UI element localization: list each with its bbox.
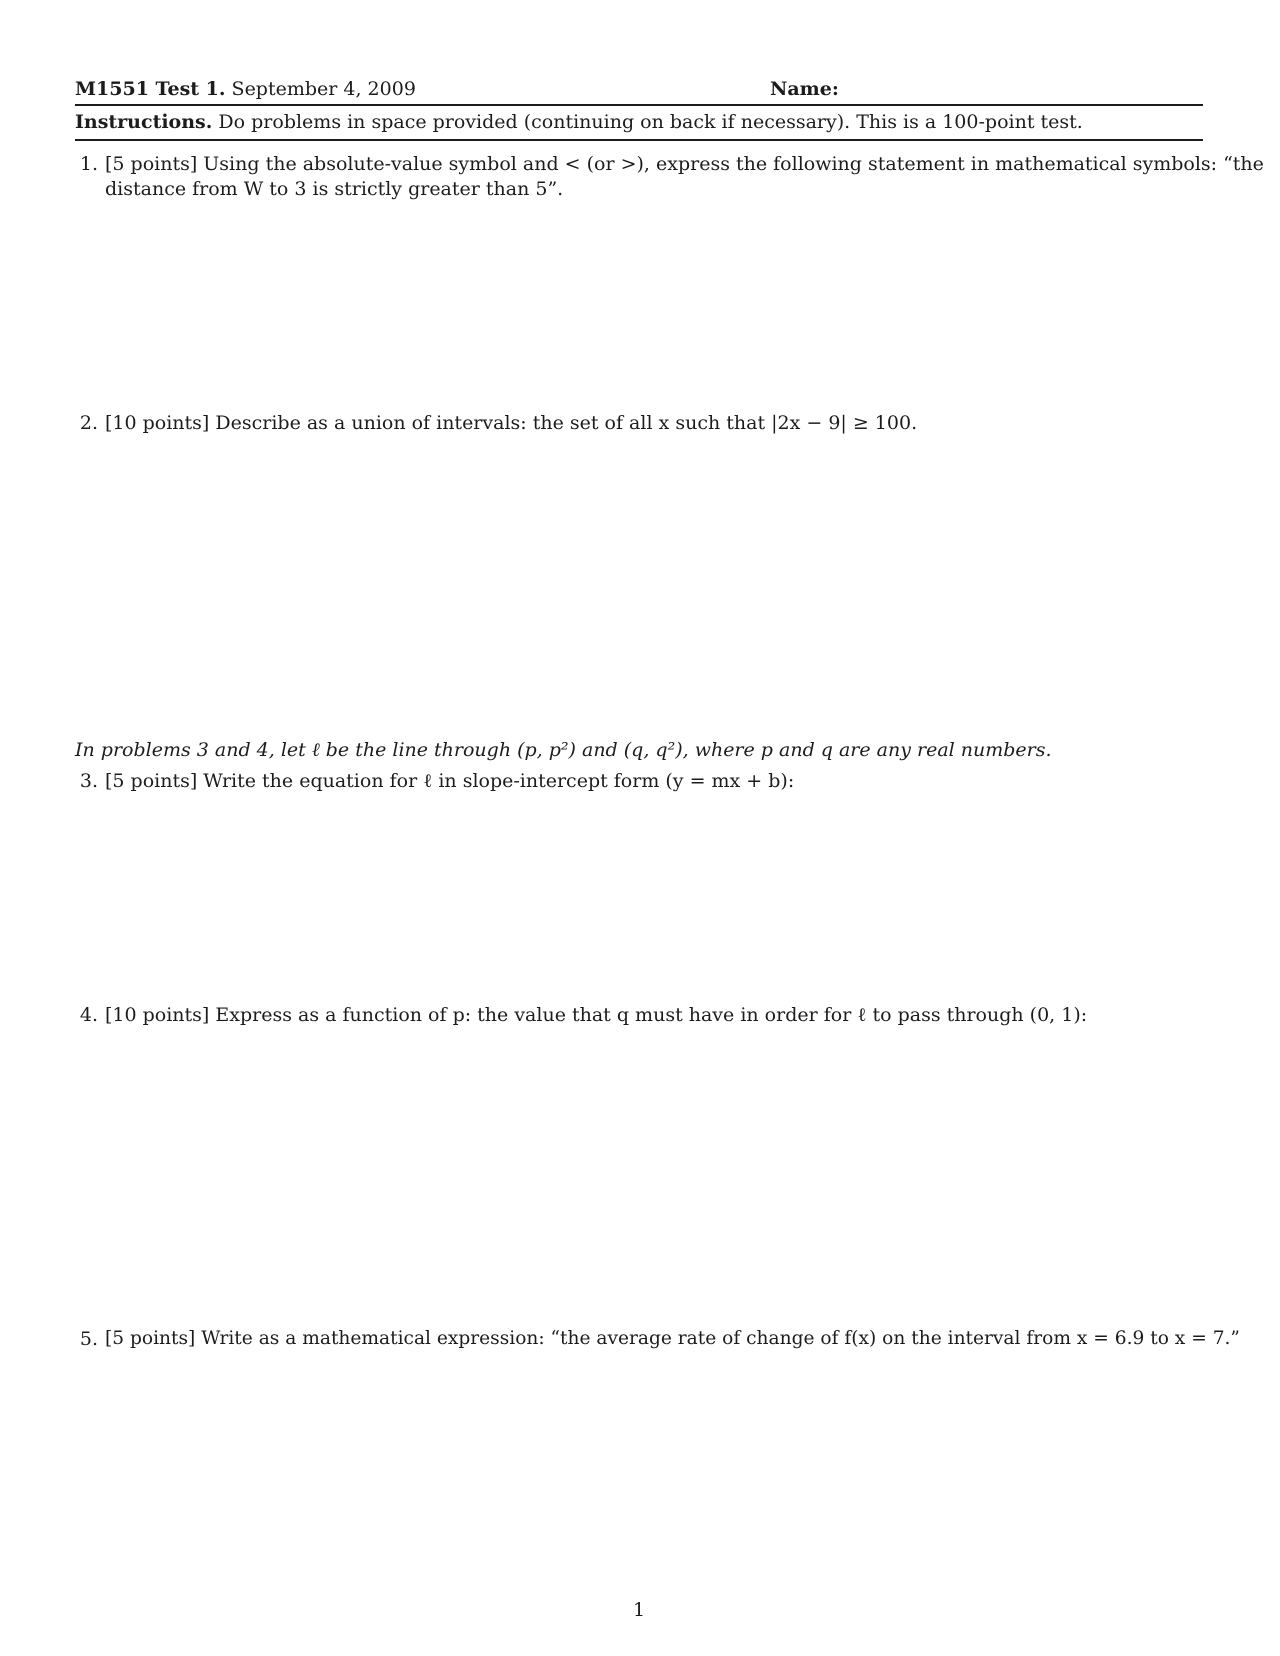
header-rule xyxy=(75,104,1203,106)
instructions-label: Instructions. xyxy=(75,111,213,133)
header-line xyxy=(75,77,416,101)
course-title: M1551 Test 1. xyxy=(75,78,226,100)
instructions-rule xyxy=(75,139,1203,141)
problem-number: 1. xyxy=(79,153,98,175)
problem-text: [5 points] Write the equation for ℓ in slope-intercept form (y = mx + b): xyxy=(105,770,795,792)
test-date: September 4, 2009 xyxy=(231,78,416,100)
instructions-text: Do problems in space provided (continuing on back if necessary). This is a 100-point test. xyxy=(218,111,1083,133)
page-number: 1 xyxy=(633,1599,646,1621)
name-label: Name: xyxy=(770,78,839,100)
problem-text: [5 points] Using the absolute-value symbol and < (or >), express the following statement in mathematical symbols: “the xyxy=(105,153,1264,175)
problem-number: 5. xyxy=(79,1328,98,1350)
problem-text: [10 points] Express as a function of p: the value that q must have in order for ℓ to pass through (0, 1): xyxy=(105,1004,1088,1026)
problem-text: [10 points] Describe as a union of intervals: the set of all x such that |2x − 9| ≥ 100. xyxy=(105,412,918,434)
preamble-problems-3-4: In problems 3 and 4, let ℓ be the line through (p, p²) and (q, q²), where p and q are any real numbers. xyxy=(75,739,1052,761)
instructions-line xyxy=(75,110,1083,134)
problem-number: 3. xyxy=(79,770,98,792)
problem-text-continued: distance from W to 3 is strictly greater than 5”. xyxy=(105,178,564,200)
problem-number: 4. xyxy=(79,1004,98,1026)
problem-text: [5 points] Write as a mathematical expression: “the average rate of change of f(x) on the interval from x = 6.9 to x = 7.” xyxy=(105,1328,1240,1349)
problem-number: 2. xyxy=(79,412,98,434)
